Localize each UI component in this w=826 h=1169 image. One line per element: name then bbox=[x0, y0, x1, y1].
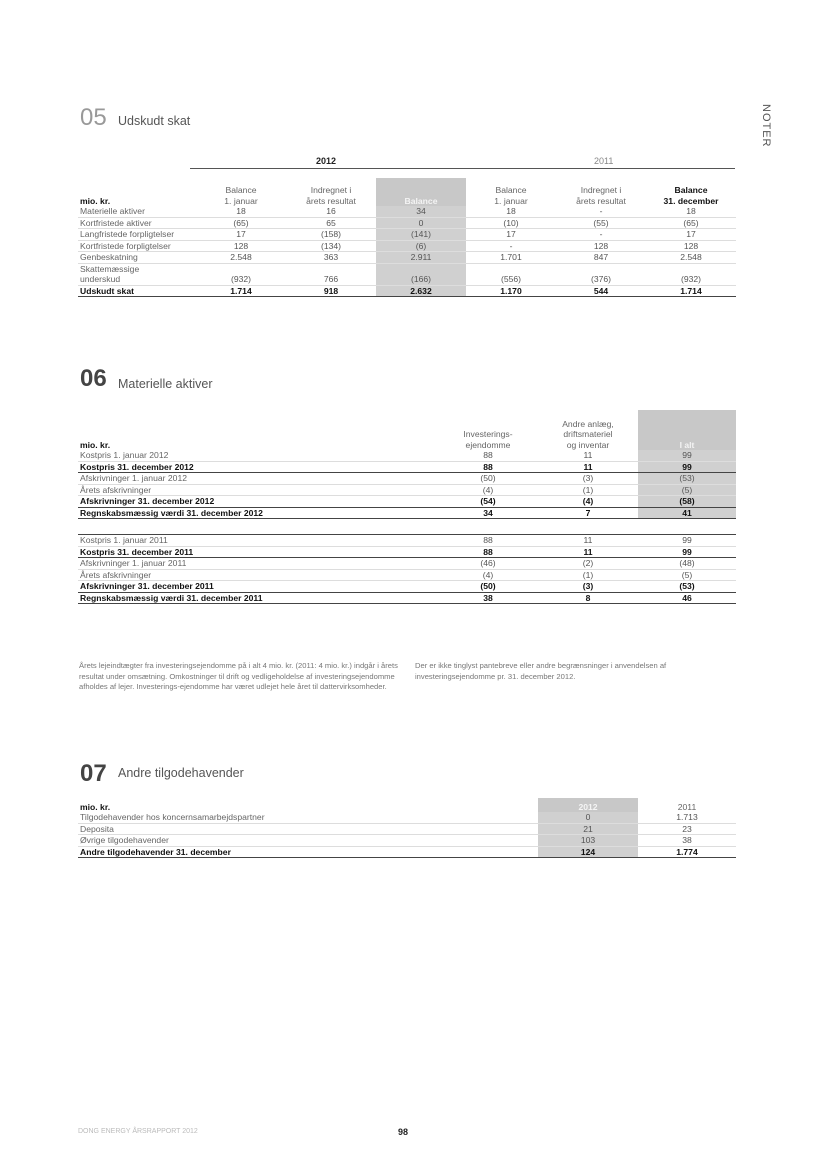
row-label: Kostpris 1. januar 2012 bbox=[78, 450, 438, 461]
cell-value: 11 bbox=[538, 461, 638, 473]
cell-value bbox=[286, 263, 376, 274]
row-label: Langfristede forpligtelser bbox=[78, 229, 196, 241]
cell-value: 46 bbox=[638, 592, 736, 604]
row-label: Afskrivninger 1. januar 2012 bbox=[78, 473, 438, 485]
table-row bbox=[78, 450, 736, 461]
cell-value: (50) bbox=[438, 581, 538, 593]
row-label: Afskrivninger 31. december 2012 bbox=[78, 496, 438, 508]
cell-value: (5) bbox=[638, 569, 736, 581]
table-row bbox=[78, 473, 736, 485]
cell-value: 38 bbox=[438, 592, 538, 604]
col-header bbox=[196, 178, 286, 206]
row-label: Genbeskatning bbox=[78, 252, 196, 264]
deferred-tax-table bbox=[78, 178, 736, 297]
cell-value: 17 bbox=[196, 229, 286, 241]
row-label: Udskudt skat bbox=[78, 285, 196, 297]
cell-value: 1.713 bbox=[638, 812, 736, 823]
cell-value bbox=[196, 263, 286, 274]
table-row bbox=[78, 285, 736, 297]
year-2011-header: 2011 bbox=[594, 156, 614, 166]
cell-value: 11 bbox=[538, 450, 638, 461]
table-row bbox=[78, 546, 736, 558]
col-header bbox=[438, 410, 538, 450]
unit-label: mio. kr. bbox=[80, 195, 111, 206]
cell-value bbox=[466, 263, 556, 274]
cell-value: 847 bbox=[556, 252, 646, 264]
cell-value bbox=[646, 263, 736, 274]
table-row bbox=[78, 846, 736, 858]
cell-value: (54) bbox=[438, 496, 538, 508]
sidebar-section-label: NOTER bbox=[760, 104, 772, 148]
row-label: Tilgodehavender hos koncernsamarbejdspartner bbox=[78, 812, 538, 823]
cell-value: 88 bbox=[438, 450, 538, 461]
cell-value: (3) bbox=[538, 473, 638, 485]
cell-value: 2.548 bbox=[646, 252, 736, 264]
cell-value: 99 bbox=[638, 546, 736, 558]
cell-value: 1.170 bbox=[466, 285, 556, 297]
cell-value: (166) bbox=[376, 274, 466, 285]
cell-value: 11 bbox=[538, 535, 638, 547]
cell-value: (141) bbox=[376, 229, 466, 241]
cell-value: (58) bbox=[638, 496, 736, 508]
unit-label: mio. kr. bbox=[80, 439, 111, 450]
cell-value: (65) bbox=[196, 217, 286, 229]
cell-value: (134) bbox=[286, 240, 376, 252]
row-label: Årets afskrivninger bbox=[78, 569, 438, 581]
cell-value: - bbox=[556, 206, 646, 217]
cell-value: 18 bbox=[196, 206, 286, 217]
cell-value: 88 bbox=[438, 461, 538, 473]
table-row bbox=[78, 581, 736, 593]
col-header bbox=[466, 178, 556, 206]
section-title-udskudt-skat: Udskudt skat bbox=[118, 114, 191, 128]
cell-value: (55) bbox=[556, 217, 646, 229]
year-2012-header: 2012 bbox=[316, 156, 337, 166]
cell-value: 11 bbox=[538, 546, 638, 558]
cell-value: (50) bbox=[438, 473, 538, 485]
cell-value: 99 bbox=[638, 450, 736, 461]
cell-value: (556) bbox=[466, 274, 556, 285]
cell-value: (48) bbox=[638, 558, 736, 570]
row-label: underskud bbox=[78, 274, 196, 285]
table-header-row bbox=[78, 178, 736, 206]
cell-value: 23 bbox=[638, 823, 736, 835]
cell-value: (2) bbox=[538, 558, 638, 570]
cell-value: - bbox=[556, 229, 646, 241]
row-label: Regnskabsmæssig værdi 31. december 2012 bbox=[78, 507, 438, 519]
table-row bbox=[78, 569, 736, 581]
cell-value: (3) bbox=[538, 581, 638, 593]
table-row bbox=[78, 484, 736, 496]
cell-value: 17 bbox=[646, 229, 736, 241]
table-row bbox=[78, 240, 736, 252]
table-row bbox=[78, 812, 736, 823]
cell-value: 544 bbox=[556, 285, 646, 297]
cell-value: 103 bbox=[538, 835, 638, 847]
row-label: Årets afskrivninger bbox=[78, 484, 438, 496]
table-row bbox=[78, 217, 736, 229]
row-label: Materielle aktiver bbox=[78, 206, 196, 217]
cell-value: 65 bbox=[286, 217, 376, 229]
year-divider bbox=[190, 168, 735, 169]
cell-value: 363 bbox=[286, 252, 376, 264]
cell-value: 18 bbox=[646, 206, 736, 217]
col-header bbox=[638, 410, 736, 450]
cell-value: 1.774 bbox=[638, 846, 736, 858]
section-title-materielle-aktiver: Materielle aktiver bbox=[118, 377, 213, 391]
col-text: Investerings- ejendomme bbox=[463, 429, 513, 450]
cell-value: (53) bbox=[638, 473, 736, 485]
cell-value: 34 bbox=[438, 507, 538, 519]
cell-value: 99 bbox=[638, 461, 736, 473]
col-header bbox=[538, 410, 638, 450]
row-label: Kortfristede forpligtelser bbox=[78, 240, 196, 252]
other-receivables-table bbox=[78, 798, 736, 858]
table-row bbox=[78, 461, 736, 473]
col-header bbox=[538, 798, 638, 812]
table-header-row bbox=[78, 410, 736, 450]
cell-value: (4) bbox=[538, 496, 638, 508]
table-row bbox=[78, 835, 736, 847]
table-row bbox=[78, 496, 736, 508]
cell-value: 34 bbox=[376, 206, 466, 217]
col-header bbox=[376, 178, 466, 206]
row-label: Andre tilgodehavender 31. december bbox=[78, 846, 538, 858]
col-text: I alt bbox=[679, 439, 695, 450]
table-row bbox=[78, 507, 736, 519]
cell-value: 124 bbox=[538, 846, 638, 858]
section-number-05: 05 bbox=[80, 104, 107, 131]
row-label: Øvrige tilgodehavender bbox=[78, 835, 538, 847]
col-text: Indregnet i årets resultat bbox=[306, 185, 356, 206]
cell-value: 38 bbox=[638, 835, 736, 847]
table-row bbox=[78, 535, 736, 547]
section-number-06: 06 bbox=[80, 365, 107, 392]
cell-value bbox=[556, 263, 646, 274]
cell-value: (932) bbox=[646, 274, 736, 285]
cell-value: 128 bbox=[646, 240, 736, 252]
table-row bbox=[78, 274, 736, 285]
row-label: Afskrivninger 1. januar 2011 bbox=[78, 558, 438, 570]
col-text: 2011 bbox=[677, 801, 697, 812]
table-row bbox=[78, 206, 736, 217]
section-number-07: 07 bbox=[80, 760, 107, 787]
note-right: Der er ikke tinglyst pantebreve eller andre begrænsninger i anvendelsen af investeringsejendomme pr. 31. december 2012. bbox=[415, 661, 667, 681]
cell-value: (158) bbox=[286, 229, 376, 241]
col-text: Andre anlæg, driftsmateriel og inventar bbox=[562, 418, 614, 450]
table-row bbox=[78, 592, 736, 604]
cell-value: (1) bbox=[538, 484, 638, 496]
table-row bbox=[78, 252, 736, 264]
tangible-assets-table bbox=[78, 410, 736, 604]
row-label: Deposita bbox=[78, 823, 538, 835]
cell-value: 16 bbox=[286, 206, 376, 217]
col-header bbox=[556, 178, 646, 206]
cell-value: (65) bbox=[646, 217, 736, 229]
row-label: Kostpris 31. december 2011 bbox=[78, 546, 438, 558]
cell-value: (4) bbox=[438, 569, 538, 581]
cell-value: 8 bbox=[538, 592, 638, 604]
cell-value: (1) bbox=[538, 569, 638, 581]
col-text: Balance bbox=[404, 195, 438, 206]
col-text: 2012 bbox=[578, 801, 598, 812]
cell-value: 128 bbox=[556, 240, 646, 252]
cell-value: 21 bbox=[538, 823, 638, 835]
cell-value: 0 bbox=[538, 812, 638, 823]
cell-value: 2.548 bbox=[196, 252, 286, 264]
cell-value: 7 bbox=[538, 507, 638, 519]
cell-value: 0 bbox=[376, 217, 466, 229]
col-header bbox=[638, 798, 736, 812]
col-text: Indregnet i årets resultat bbox=[576, 185, 626, 206]
row-label: Kostpris 1. januar 2011 bbox=[78, 535, 438, 547]
cell-value: 18 bbox=[466, 206, 556, 217]
cell-value: 918 bbox=[286, 285, 376, 297]
cell-value: (10) bbox=[466, 217, 556, 229]
cell-value: 1.701 bbox=[466, 252, 556, 264]
cell-value: 1.714 bbox=[646, 285, 736, 297]
cell-value: (53) bbox=[638, 581, 736, 593]
col-header bbox=[286, 178, 376, 206]
cell-value: 17 bbox=[466, 229, 556, 241]
cell-value: (5) bbox=[638, 484, 736, 496]
table-row bbox=[78, 263, 736, 274]
footer-report-title: DONG ENERGY ÅRSRAPPORT 2012 bbox=[78, 1128, 198, 1135]
col-header bbox=[646, 178, 736, 206]
cell-value bbox=[376, 263, 466, 274]
cell-value: 128 bbox=[196, 240, 286, 252]
cell-value: (46) bbox=[438, 558, 538, 570]
table-row bbox=[78, 558, 736, 570]
table-header-row bbox=[78, 798, 736, 812]
table-row bbox=[78, 823, 736, 835]
cell-value: 41 bbox=[638, 507, 736, 519]
table-row bbox=[78, 229, 736, 241]
col-text: Balance 1. januar bbox=[224, 185, 258, 206]
row-label: Kortfristede aktiver bbox=[78, 217, 196, 229]
cell-value: (6) bbox=[376, 240, 466, 252]
page-number: 98 bbox=[398, 1127, 409, 1137]
cell-value: 1.714 bbox=[196, 285, 286, 297]
note-left: Årets lejeindtægter fra investeringsejendomme på i alt 4 mio. kr. (2011: 4 mio. kr.) indgår i årets resultat under omsætning. Omkostninger til drift og vedligeholdelse af investeringsejendomme afholdes af lejer. Investerings-ejendomme har været udlejet hele året til dattervirksomheder. bbox=[79, 661, 398, 691]
cell-value: 766 bbox=[286, 274, 376, 285]
row-label: Regnskabsmæssig værdi 31. december 2011 bbox=[78, 592, 438, 604]
cell-value: (4) bbox=[438, 484, 538, 496]
col-text: Balance 31. december bbox=[663, 185, 719, 206]
row-label: Afskrivninger 31. december 2011 bbox=[78, 581, 438, 593]
cell-value: (932) bbox=[196, 274, 286, 285]
row-label: Kostpris 31. december 2012 bbox=[78, 461, 438, 473]
cell-value: 88 bbox=[438, 535, 538, 547]
unit-label: mio. kr. bbox=[80, 801, 111, 812]
cell-value: 99 bbox=[638, 535, 736, 547]
section-title-andre-tilgodehavender: Andre tilgodehavender bbox=[118, 766, 244, 780]
cell-value: - bbox=[466, 240, 556, 252]
cell-value: 2.632 bbox=[376, 285, 466, 297]
cell-value: (376) bbox=[556, 274, 646, 285]
row-label: Skattemæssige bbox=[80, 263, 140, 274]
col-text: Balance 1. januar bbox=[494, 185, 528, 206]
cell-value: 88 bbox=[438, 546, 538, 558]
cell-value: 2.911 bbox=[376, 252, 466, 264]
